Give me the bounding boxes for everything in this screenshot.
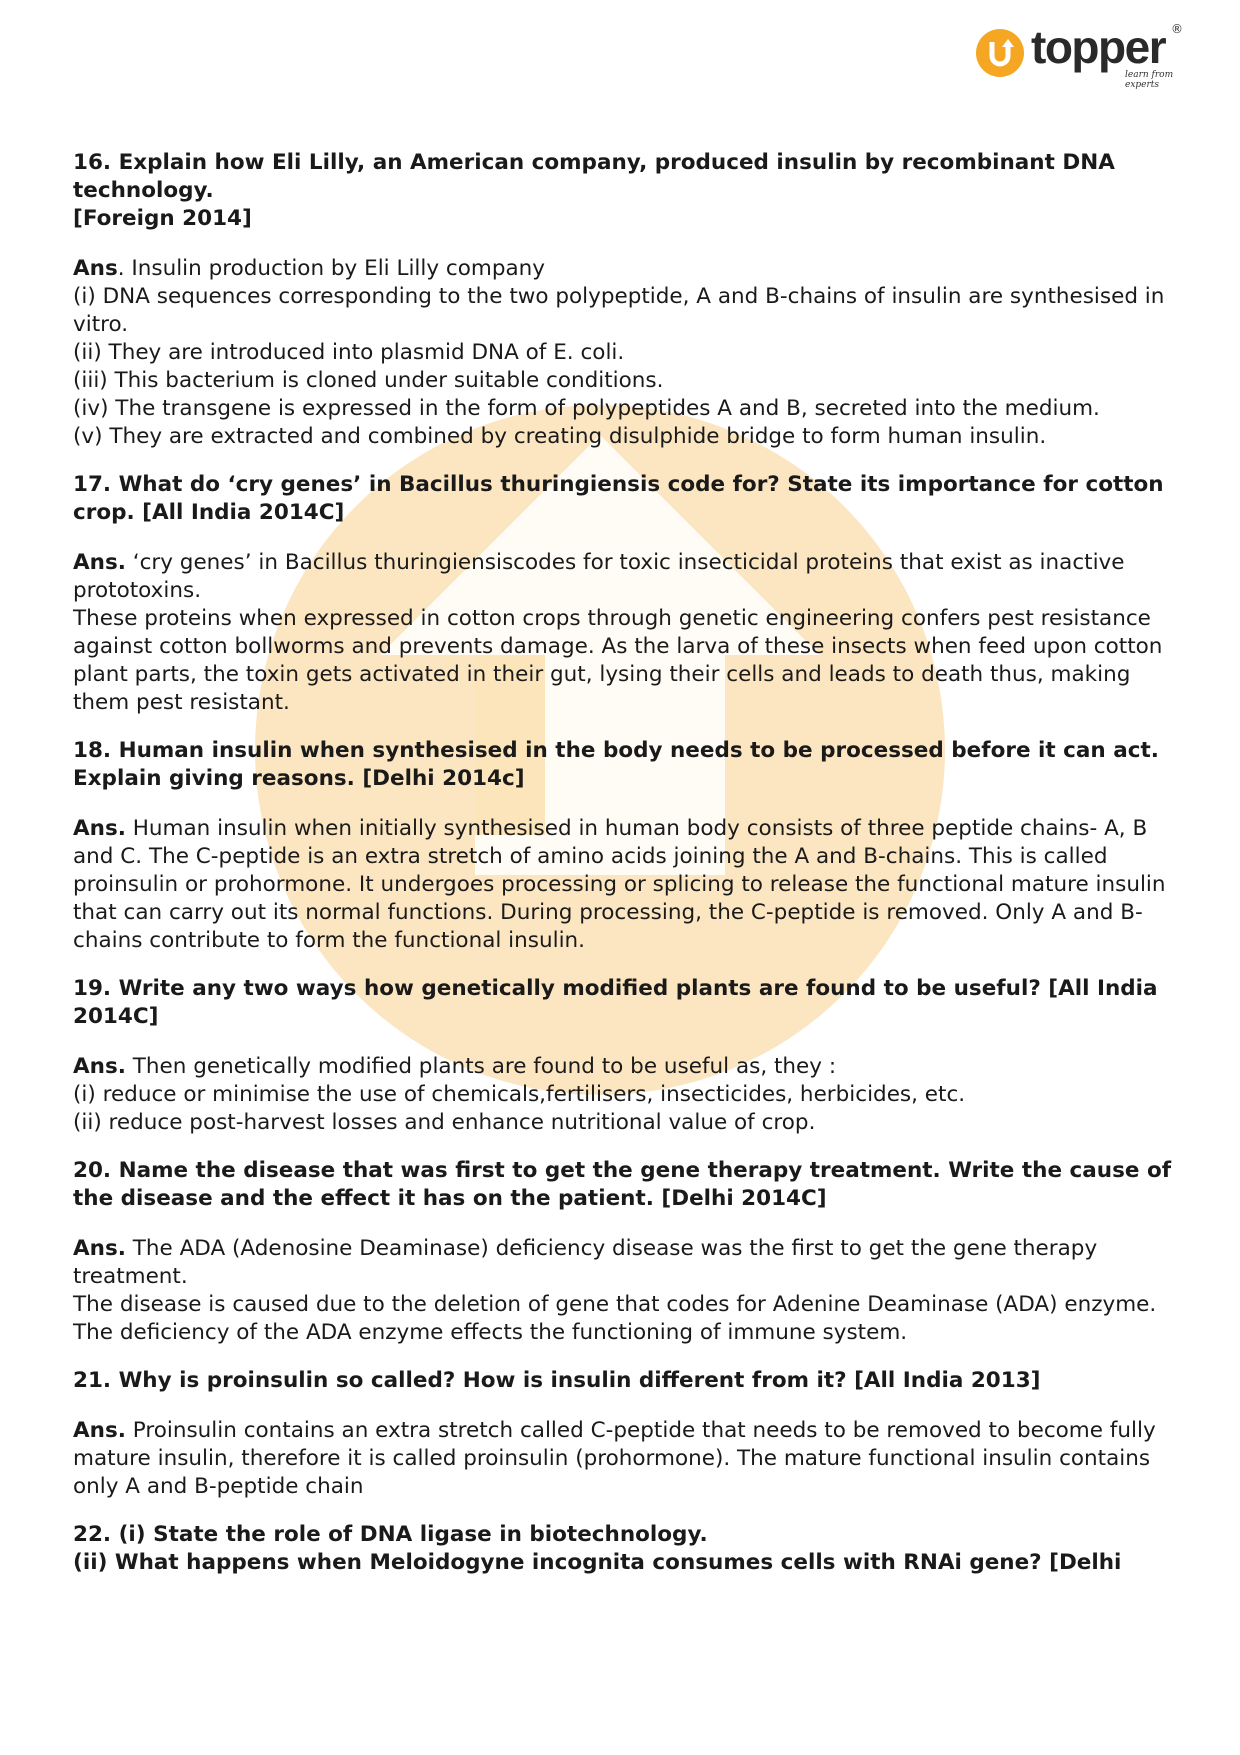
answer-text: Proinsulin contains an extra stretch called C-peptide that needs to be removed to become fully mature insulin, therefore it is called proinsulin (prohormone). The mature functional insulin contains only A and B-peptide chain	[73, 1418, 1156, 1499]
question-text: 16. Explain how Eli Lilly, an American company, produced insulin by recombinant DNA technology.	[73, 150, 1115, 203]
question	[73, 1521, 1173, 1577]
answer-text: Then genetically modified plants are found to be useful as, they :	[125, 1054, 837, 1079]
answer-text: (i) reduce or minimise the use of chemicals,fertilisers, insecticides, herbicides, etc.	[73, 1082, 966, 1107]
question	[73, 975, 1173, 1031]
brand-name: topper	[1031, 21, 1166, 73]
question-text: 17. What do ‘cry genes’ in Bacillus thuringiensis code for? State its importance for cotton crop. [All India 2014C]	[73, 472, 1164, 525]
question-text: (ii) What happens when Meloidogyne incognita consumes cells with RNAi gene? [Delhi	[73, 1550, 1122, 1575]
answer	[73, 1053, 1173, 1137]
answer-text: (ii) reduce post-harvest losses and enhance nutritional value of crop.	[73, 1110, 816, 1135]
answer-label: Ans.	[73, 1236, 126, 1261]
answer-label: Ans.	[73, 1418, 126, 1443]
qa-item-17	[73, 471, 1173, 717]
answer-label: Ans.	[73, 816, 126, 841]
answer-text: (iv) The transgene is expressed in the form of polypeptides A and B, secreted into the medium.	[73, 396, 1100, 421]
qa-item-20	[73, 1157, 1173, 1347]
answer	[73, 255, 1173, 451]
answer	[73, 1417, 1173, 1501]
question-text: 19. Write any two ways how genetically modified plants are found to be useful? [All India 2014C]	[73, 976, 1158, 1029]
answer	[73, 1235, 1173, 1347]
qa-item-22	[73, 1521, 1173, 1577]
question	[73, 1367, 1173, 1395]
answer-text: (i) DNA sequences corresponding to the two polypeptide, A and B-chains of insulin are synthesised in vitro.	[73, 284, 1165, 337]
registered-mark: ®	[1171, 22, 1183, 36]
question	[73, 471, 1173, 527]
qa-content	[73, 149, 1173, 1599]
answer-text: . Insulin production by Eli Lilly company	[117, 256, 546, 281]
qa-item-16	[73, 149, 1173, 451]
qa-item-21	[73, 1367, 1173, 1501]
question-source: [Foreign 2014]	[73, 206, 252, 231]
topper-logo-icon	[975, 28, 1025, 78]
question-text: 21. Why is proinsulin so called? How is insulin different from it? [All India 2013]	[73, 1368, 1041, 1393]
answer-text: (v) They are extracted and combined by creating disulphide bridge to form human insulin.	[73, 424, 1047, 449]
question	[73, 737, 1173, 793]
answer-text: (ii) They are introduced into plasmid DNA of E. coli.	[73, 340, 625, 365]
qa-item-18	[73, 737, 1173, 955]
answer-text: ‘cry genes’ in Bacillus thuringiensiscodes for toxic insecticidal proteins that exist as inactive prototoxins.	[73, 550, 1125, 603]
question	[73, 149, 1173, 233]
qa-item-19	[73, 975, 1173, 1137]
answer-text: The disease is caused due to the deletion of gene that codes for Adenine Deaminase (ADA) enzyme. The deficiency of the ADA enzyme effects the functioning of immune system.	[73, 1292, 1157, 1345]
brand-logo	[975, 20, 1195, 90]
answer-label: Ans	[73, 256, 118, 281]
answer	[73, 815, 1173, 955]
answer-text: Human insulin when initially synthesised in human body consists of three peptide chains- A, B and C. The C-peptide is an extra stretch of amino acids joining the A and B-chains. This is called proinsulin or prohormone. It undergoes processing or splicing to release the functional mature insulin that can carry out its normal functions. During processing, the C-peptide is removed. Only A and B-chains contribute to form the functional insulin.	[73, 816, 1166, 953]
answer-text: The ADA (Adenosine Deaminase) deficiency disease was the first to get the gene therapy treatment.	[73, 1236, 1098, 1289]
question-text: 18. Human insulin when synthesised in the body needs to be processed before it can act. Explain giving reasons. [Delhi 2014c]	[73, 738, 1159, 791]
answer-label: Ans.	[73, 550, 126, 575]
answer-text: These proteins when expressed in cotton crops through genetic engineering confers pest resistance against cotton bollworms and prevents damage. As the larva of these insects when feed upon cotton plant parts, the toxin gets activated in their gut, lysing their cells and leads to death thus, making them pest resistant.	[73, 606, 1163, 715]
question	[73, 1157, 1173, 1213]
question-text: 20. Name the disease that was first to get the gene therapy treatment. Write the cause of the disease and the effect it has on the patient. [Delhi 2014C]	[73, 1158, 1172, 1211]
brand-tagline: learn from experts	[1125, 70, 1174, 90]
question-text: 22. (i) State the role of DNA ligase in biotechnology.	[73, 1522, 708, 1547]
answer-text: (iii) This bacterium is cloned under suitable conditions.	[73, 368, 664, 393]
answer-label: Ans.	[73, 1054, 126, 1079]
answer	[73, 549, 1173, 717]
